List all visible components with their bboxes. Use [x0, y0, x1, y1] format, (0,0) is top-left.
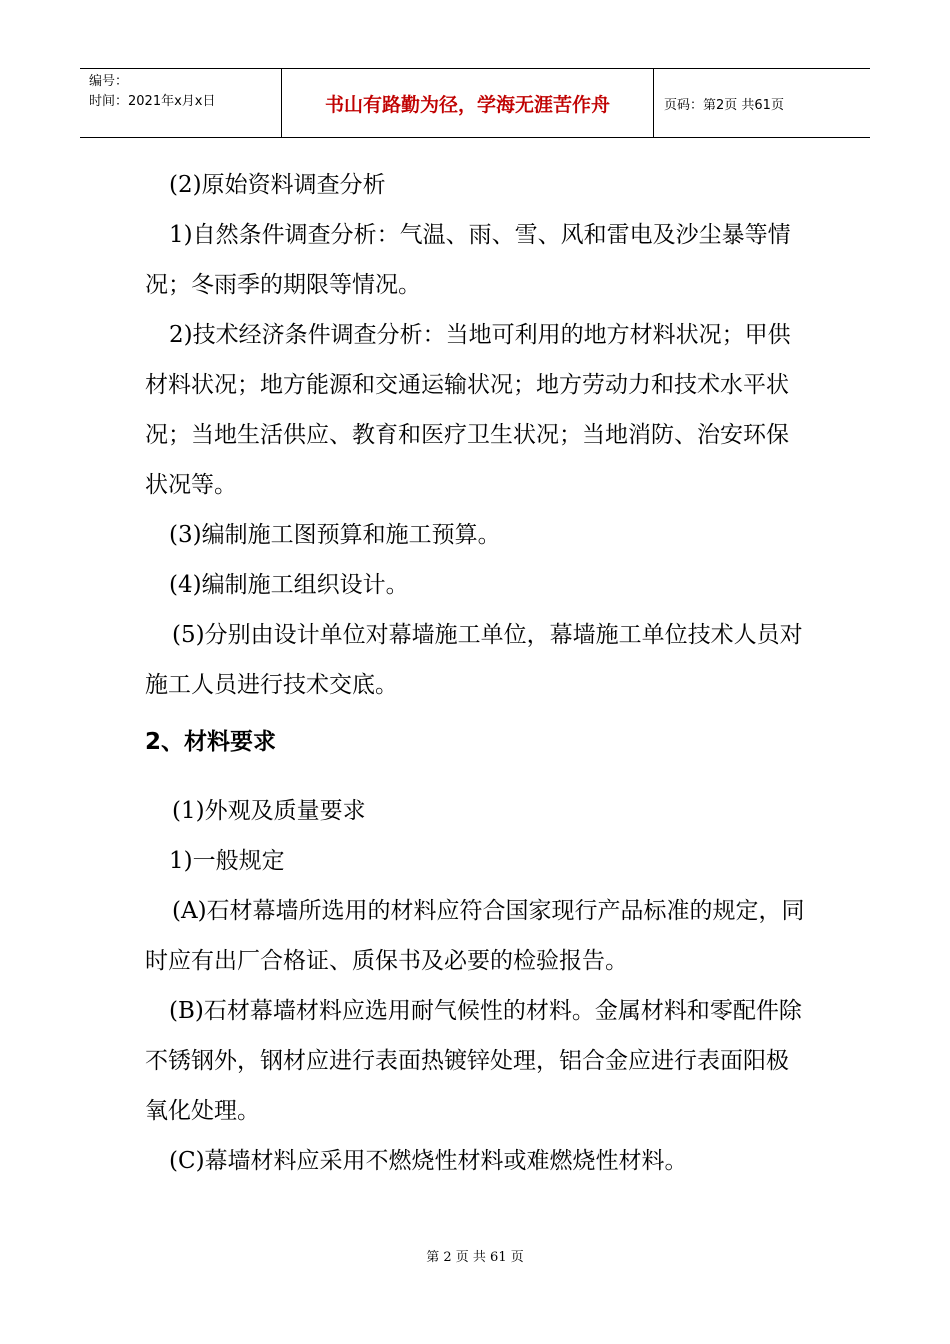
paragraph: (C)幕墙材料应采用不燃烧性材料或难燃烧性材料。 [169, 1148, 688, 1174]
paragraph: 1)自然条件调查分析：气温、雨、雪、风和雷电及沙尘暴等情况；冬雨季的期限等情况。 [145, 222, 791, 298]
header-motto: 书山有路勤为径，学海无涯苦作舟 [282, 69, 654, 137]
paragraph: (4)编制施工组织设计。 [169, 572, 409, 598]
header-number: 编号： [89, 74, 129, 89]
document-body [145, 160, 810, 1186]
paragraph: (A)石材幕墙所选用的材料应符合国家现行产品标准的规定，同时应有出厂合格证、质保书及必要的检验报告。 [145, 898, 805, 974]
paragraph: 2)技术经济条件调查分析：当地可利用的地方材料状况；甲供材料状况；地方能源和交通运输状况；地方劳动力和技术水平状况；当地生活供应、教育和医疗卫生状况；当地消防、治安环保状况等。 [145, 322, 791, 498]
paragraph: (5)分别由设计单位对幕墙施工单位，幕墙施工单位技术人员对施工人员进行技术交底。 [145, 622, 803, 698]
section-title: 2、材料要求 [145, 729, 277, 755]
header-page-number: 页码：第2页 共61页 [664, 97, 784, 113]
paragraph: (2)原始资料调查分析 [169, 172, 386, 198]
header-time: 时间：2021年x月x日 [89, 94, 216, 109]
header-info-cell [80, 69, 282, 137]
paragraph: (3)编制施工图预算和施工预算。 [169, 522, 501, 548]
paragraph: (B)石材幕墙材料应选用耐气候性的材料。金属材料和零配件除不锈钢外，钢材应进行表面热镀锌处理，铝合金应进行表面阳极氧化处理。 [145, 998, 802, 1124]
paragraph: (1)外观及质量要求 [172, 798, 366, 824]
paragraph: 1)一般规定 [169, 848, 285, 874]
page-header [80, 68, 870, 138]
page-footer: 第 2 页 共 61 页 [426, 1250, 524, 1265]
